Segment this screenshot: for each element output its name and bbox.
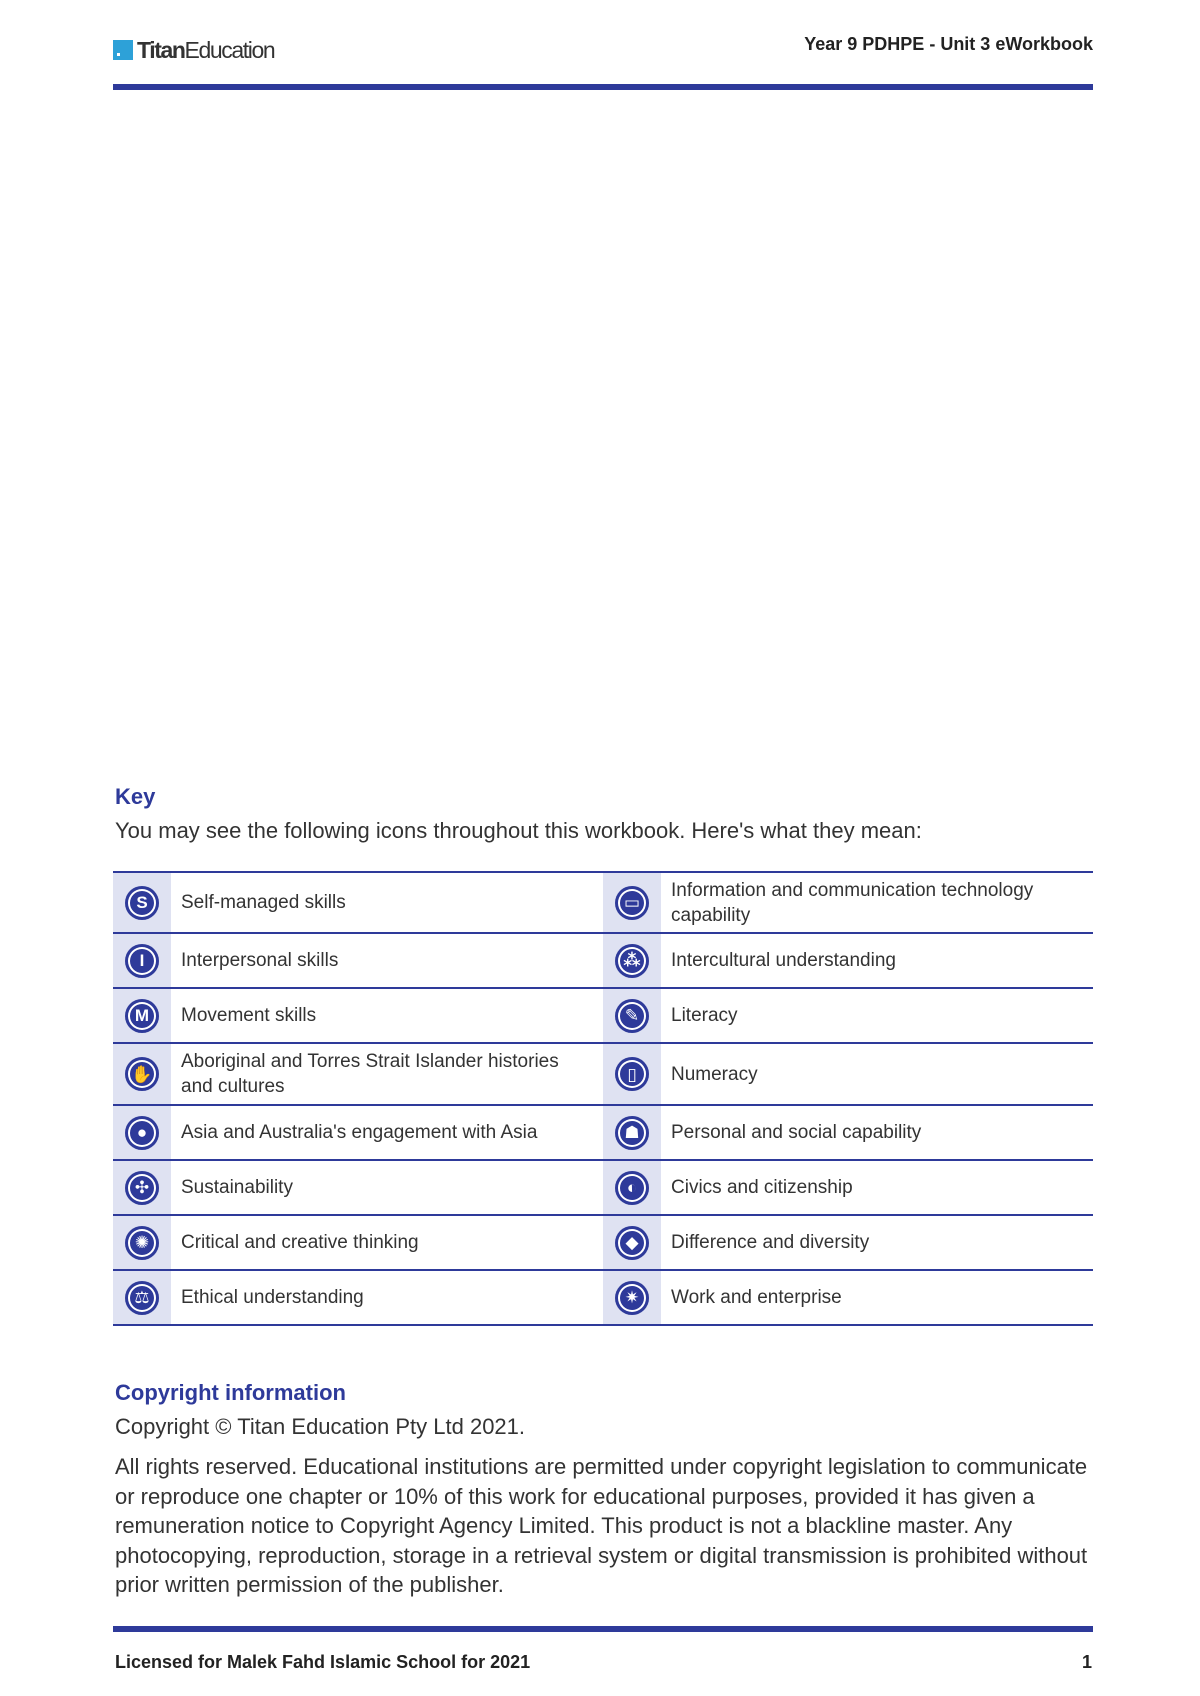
icon-cell bbox=[603, 1161, 661, 1214]
key-label: Literacy bbox=[671, 1005, 738, 1026]
intercultural-understanding-icon: ⁂ bbox=[615, 944, 649, 978]
icon-cell bbox=[113, 1161, 171, 1214]
asia-engagement-icon: ● bbox=[125, 1116, 159, 1150]
key-row-item bbox=[113, 873, 603, 934]
titan-education-logo bbox=[113, 38, 274, 62]
icon-cell bbox=[113, 934, 171, 987]
icon-cell bbox=[603, 1271, 661, 1324]
page-number: 1 bbox=[1081, 1652, 1092, 1672]
logo-square-icon bbox=[113, 40, 133, 60]
key-label: Interpersonal skills bbox=[181, 950, 339, 971]
key-label: Difference and diversity bbox=[671, 1232, 870, 1253]
icon-cell bbox=[603, 873, 661, 932]
icon-cell bbox=[113, 989, 171, 1042]
footer-divider bbox=[113, 1626, 1093, 1632]
key-row-item bbox=[113, 934, 603, 989]
logo-light-text: Education bbox=[184, 36, 275, 63]
key-row-item bbox=[113, 989, 603, 1044]
key-label: Intercultural understanding bbox=[671, 950, 896, 971]
copyright-body: All rights reserved. Educational institutions are permitted under copyright legislation to communicate or reproduce one chapter or 10% of this work for educational purposes, provided it has given a remuneration notice to Copyright Agency Limited. This product is not a blackline master. Any photocopying, reproduction, storage in a retrieval system or digital transmission is prohibited without prior written permission of the publisher. bbox=[115, 1454, 1088, 1597]
icon-cell bbox=[603, 934, 661, 987]
key-label: Self-managed skills bbox=[181, 892, 346, 913]
key-row-item bbox=[113, 1161, 603, 1216]
key-label: Sustainability bbox=[181, 1177, 293, 1198]
icon-cell bbox=[113, 1044, 171, 1104]
key-intro: You may see the following icons throughout this workbook. Here's what they mean: bbox=[115, 818, 922, 843]
key-label: Numeracy bbox=[671, 1063, 758, 1085]
key-label: Information and communication technology capability bbox=[671, 879, 1034, 926]
sustainability-icon: ✣ bbox=[125, 1171, 159, 1205]
license-text: Licensed for Malek Fahd Islamic School for 2021 bbox=[115, 1652, 531, 1672]
key-label: Personal and social capability bbox=[671, 1122, 922, 1143]
key-row-item bbox=[113, 1271, 603, 1326]
movement-skills-icon: M bbox=[125, 999, 159, 1033]
key-row-item bbox=[603, 1216, 1093, 1271]
logo-bold-text: Titan bbox=[137, 36, 185, 63]
key-label: Asia and Australia's engagement with Asia bbox=[181, 1122, 538, 1143]
key-row-item bbox=[603, 1044, 1093, 1106]
icon-cell bbox=[113, 873, 171, 932]
self-managed-skills-icon: S bbox=[125, 886, 159, 920]
key-row-item bbox=[113, 1106, 603, 1161]
icon-cell bbox=[113, 1271, 171, 1324]
key-row-item bbox=[113, 1216, 603, 1271]
copyright-line: Copyright © Titan Education Pty Ltd 2021. bbox=[115, 1414, 526, 1439]
key-label: Critical and creative thinking bbox=[181, 1232, 419, 1253]
key-row-item bbox=[603, 1106, 1093, 1161]
icon-cell bbox=[603, 989, 661, 1042]
key-row-item bbox=[603, 934, 1093, 989]
ict-capability-icon: ▭ bbox=[615, 886, 649, 920]
key-row-item bbox=[603, 989, 1093, 1044]
icon-key-table bbox=[113, 871, 1093, 1326]
key-heading: Key bbox=[115, 784, 156, 809]
key-row-item bbox=[603, 873, 1093, 934]
icon-cell bbox=[113, 1106, 171, 1159]
key-label: Aboriginal and Torres Strait Islander histories and cultures bbox=[181, 1051, 559, 1097]
numeracy-icon: ▯ bbox=[615, 1057, 649, 1091]
aboriginal-torres-strait-icon: ✋ bbox=[125, 1057, 159, 1091]
work-enterprise-icon: ✷ bbox=[615, 1281, 649, 1315]
difference-diversity-icon: ◆ bbox=[615, 1226, 649, 1260]
ethical-understanding-icon: ⚖ bbox=[125, 1281, 159, 1315]
key-label: Ethical understanding bbox=[181, 1287, 364, 1308]
icon-cell bbox=[603, 1216, 661, 1269]
logo-wordmark bbox=[137, 37, 274, 64]
key-label: Movement skills bbox=[181, 1005, 317, 1026]
personal-social-capability-icon: ☗ bbox=[615, 1116, 649, 1150]
critical-creative-thinking-icon: ✺ bbox=[125, 1226, 159, 1260]
icon-cell bbox=[603, 1106, 661, 1159]
key-row-item bbox=[603, 1161, 1093, 1216]
civics-citizenship-icon: ◐ bbox=[615, 1171, 649, 1205]
document-title: Year 9 PDHPE - Unit 3 eWorkbook bbox=[804, 34, 1093, 54]
key-row-item bbox=[603, 1271, 1093, 1326]
copyright-heading: Copyright information bbox=[115, 1380, 346, 1405]
header-divider bbox=[113, 84, 1093, 90]
key-label: Work and enterprise bbox=[671, 1287, 842, 1308]
key-label: Civics and citizenship bbox=[671, 1177, 853, 1198]
icon-cell bbox=[603, 1044, 661, 1104]
literacy-icon: ✎ bbox=[615, 999, 649, 1033]
interpersonal-skills-icon: I bbox=[125, 944, 159, 978]
icon-cell bbox=[113, 1216, 171, 1269]
key-row-item bbox=[113, 1044, 603, 1106]
